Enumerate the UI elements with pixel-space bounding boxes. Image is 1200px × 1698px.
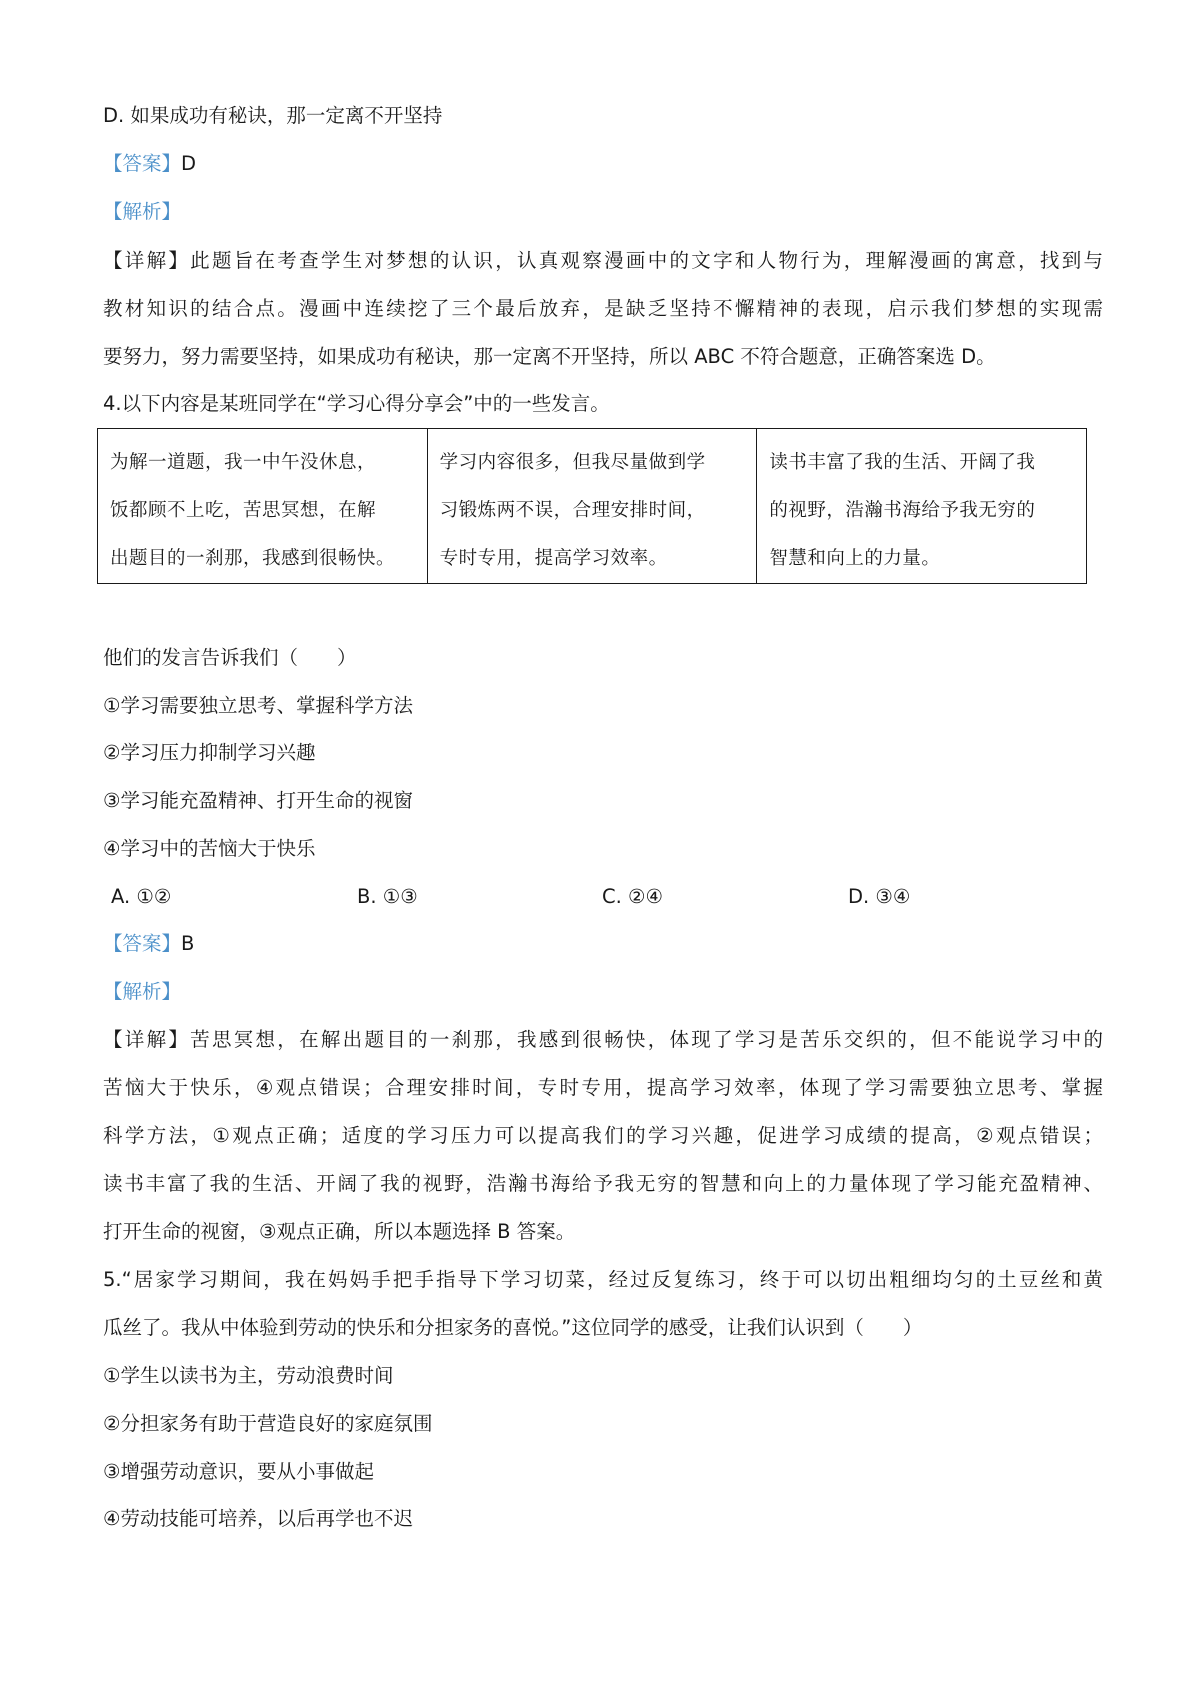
q4-stem: 4.以下内容是某班同学在“学习心得分享会”中的一些发言。 bbox=[103, 392, 610, 415]
q5-statement-3: ③增强劳动意识，要从小事做起 bbox=[103, 1460, 374, 1483]
speech-cell-1-line-1: 为解一道题，我一中午没休息， bbox=[110, 452, 377, 473]
q4-statement-4: ④学习中的苦恼大于快乐 bbox=[103, 837, 316, 860]
q3-detail-line-2: 教材知识的结合点。漫画中连续挖了三个最后放弃，是缺乏坚持不懈精神的表现，启示我们梦想的实现需 bbox=[103, 297, 1103, 320]
q5-statement-1: ①学生以读书为主，劳动浪费时间 bbox=[103, 1364, 394, 1387]
q3-answer-row bbox=[103, 151, 196, 177]
q4-detail-line-4: 读书丰富了我的生活、开阔了我的视野，浩瀚书海给予我无穷的智慧和向上的力量体现了学习能充盈精神、 bbox=[103, 1172, 1103, 1195]
q4-option-d: D. ③④ bbox=[848, 885, 911, 908]
speech-cell-1-line-2: 饭都顾不上吃，苦思冥想，在解 bbox=[110, 500, 377, 521]
speech-cell-1-line-3: 出题目的一刹那，我感到很畅快。 bbox=[110, 548, 396, 569]
speech-cell-2-line-1: 学习内容很多，但我尽量做到学 bbox=[439, 452, 706, 473]
q4-detail-line-3: 科学方法，①观点正确；适度的学习压力可以提高我们的学习兴趣，促进学习成绩的提高，②观点错误； bbox=[103, 1124, 1103, 1147]
q4-option-b: B. ①③ bbox=[357, 885, 418, 908]
speech-cell-3-line-1: 读书丰富了我的生活、开阔了我 bbox=[769, 452, 1036, 473]
answer-tag: 【答案】 bbox=[103, 152, 182, 175]
speech-cell-3-line-3: 智慧和向上的力量。 bbox=[769, 548, 941, 569]
q4-statement-2: ②学习压力抑制学习兴趣 bbox=[103, 741, 316, 764]
speech-cell-1 bbox=[98, 429, 428, 583]
speech-cell-3-line-2: 的视野，浩瀚书海给予我无穷的 bbox=[769, 500, 1036, 521]
q5-stem-line-2: 瓜丝了。我从中体验到劳动的快乐和分担家务的喜悦。”这位同学的感受，让我们认识到（ ） bbox=[103, 1316, 923, 1339]
q4-option-c: C. ②④ bbox=[602, 885, 663, 908]
answer-tag: 【答案】 bbox=[103, 932, 182, 955]
q4-analysis-tag: 【解析】 bbox=[103, 980, 182, 1003]
q3-answer: D bbox=[181, 152, 197, 175]
speech-cell-3 bbox=[757, 429, 1086, 583]
q4-detail-line-5: 打开生命的视窗，③观点正确，所以本题选择 B 答案。 bbox=[103, 1220, 576, 1243]
q4-detail-line-2: 苦恼大于快乐，④观点错误；合理安排时间，专时专用，提高学习效率，体现了学习需要独立思考、掌握 bbox=[103, 1076, 1103, 1099]
q4-statement-3: ③学习能充盈精神、打开生命的视窗 bbox=[103, 789, 413, 812]
q4-prompt: 他们的发言告诉我们（ ） bbox=[103, 646, 357, 669]
q5-stem-line-1: 5.“居家学习期间，我在妈妈手把手指导下学习切菜，经过反复练习，终于可以切出粗细均匀的土豆丝和黄 bbox=[103, 1268, 1103, 1291]
q4-answer-row bbox=[103, 931, 194, 957]
q4-options-row bbox=[103, 884, 1103, 910]
q4-option-a: A. ①② bbox=[111, 885, 172, 908]
q3-analysis-tag: 【解析】 bbox=[103, 200, 182, 223]
q3-detail-line-1: 【详解】此题旨在考查学生对梦想的认识，认真观察漫画中的文字和人物行为，理解漫画的寓意，找到与 bbox=[103, 249, 1103, 272]
q3-detail-line-3: 要努力，努力需要坚持，如果成功有秘诀，那一定离不开坚持，所以 ABC 不符合题意，正确答案选 D。 bbox=[103, 345, 996, 368]
speech-cell-2-line-2: 习锻炼两不误，合理安排时间， bbox=[439, 500, 706, 521]
q5-statement-4: ④劳动技能可培养，以后再学也不迟 bbox=[103, 1507, 413, 1530]
q5-statement-2: ②分担家务有助于营造良好的家庭氛围 bbox=[103, 1412, 433, 1435]
speech-cell-2 bbox=[428, 429, 758, 583]
q3-option-d: D. 如果成功有秘诀，那一定离不开坚持 bbox=[103, 104, 443, 127]
speech-table bbox=[97, 428, 1087, 584]
speech-cell-2-line-3: 专时专用，提高学习效率。 bbox=[439, 548, 668, 569]
q4-statement-1: ①学习需要独立思考、掌握科学方法 bbox=[103, 694, 413, 717]
q4-answer: B bbox=[181, 932, 195, 955]
q4-detail-line-1: 【详解】苦思冥想，在解出题目的一刹那，我感到很畅快，体现了学习是苦乐交织的，但不能说学习中的 bbox=[103, 1028, 1103, 1051]
